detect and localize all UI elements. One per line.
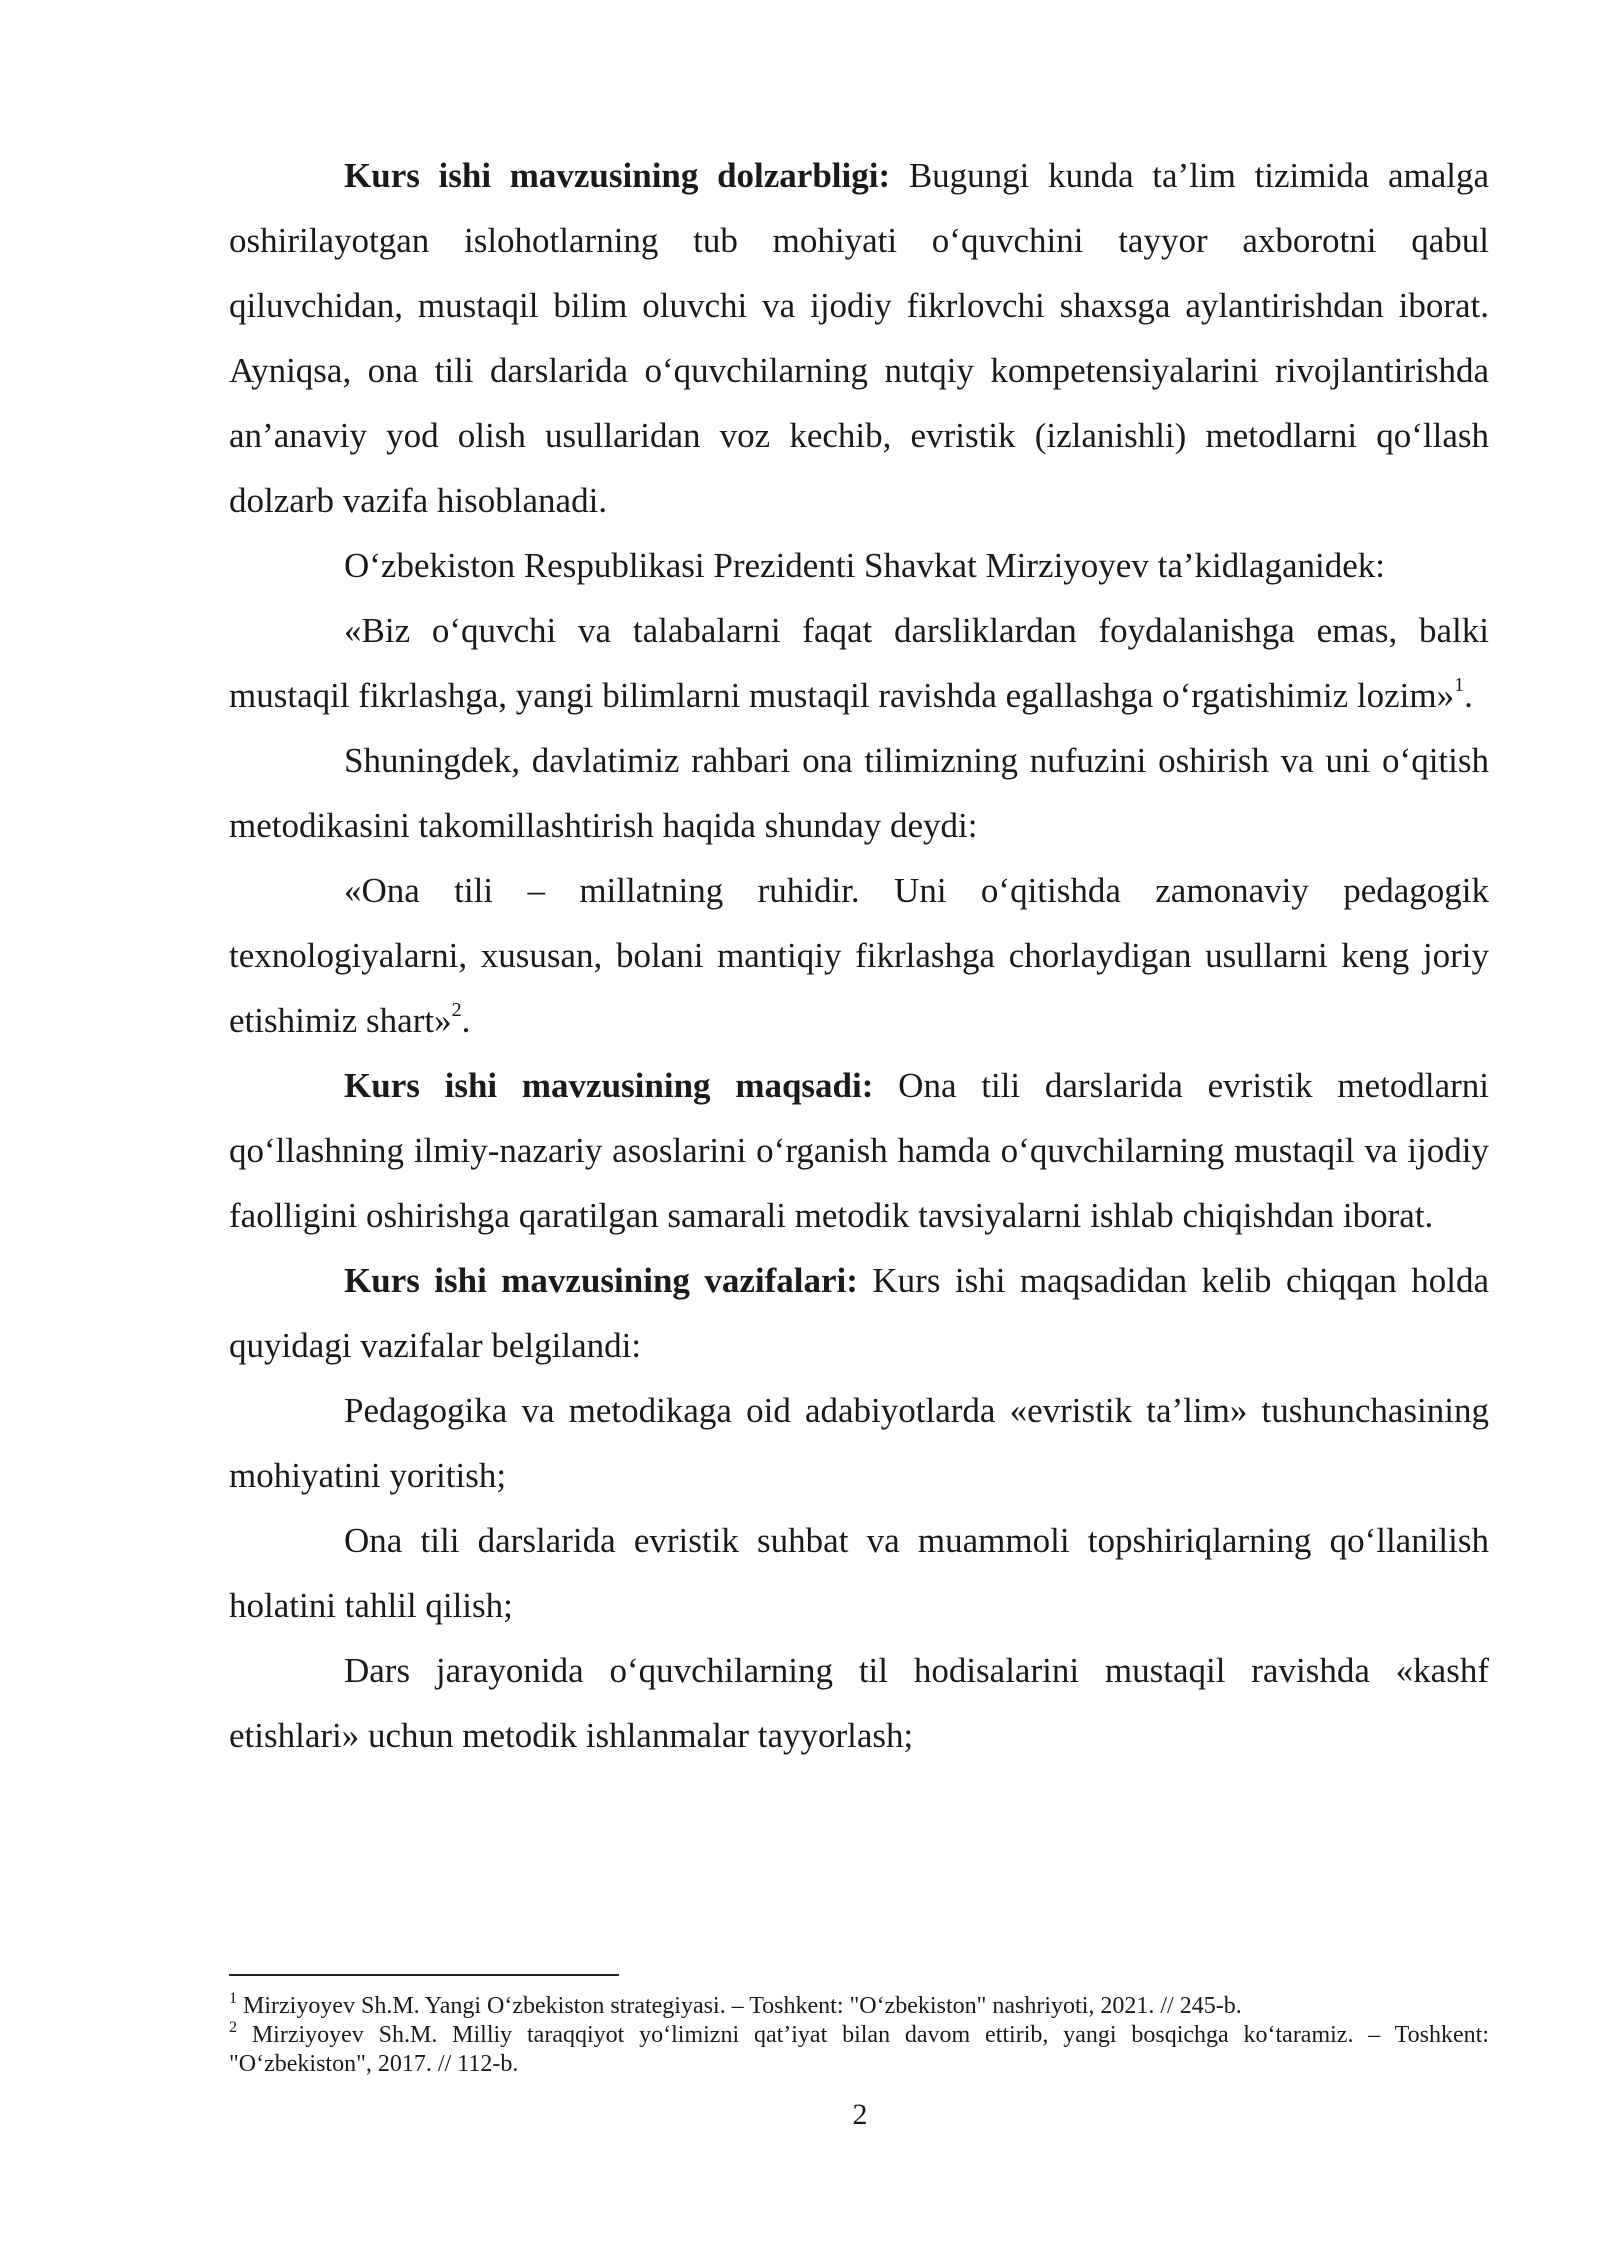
- task-item-1: [229, 1378, 1489, 1508]
- paragraph-text: Shuningdek, davlatimiz rahbari ona tilimizning nufuzini oshirish va uni o‘qitish metodikasini takomillashtirish haqida shunday deydi:: [229, 741, 1489, 845]
- paragraph-tasks: [229, 1248, 1489, 1378]
- paragraph-relevance: [229, 143, 1489, 533]
- footnote-separator: [229, 1974, 619, 1976]
- paragraph-end: .: [1464, 676, 1473, 715]
- paragraph-text: O‘zbekiston Respublikasi Prezidenti Shavkat Mirziyoyev ta’kidlaganidek:: [344, 546, 1386, 585]
- footnote-2: [229, 2021, 1489, 2079]
- footnote-ref-1[interactable]: 1: [1454, 674, 1465, 696]
- page-number: 2: [852, 2098, 868, 2131]
- heading-tasks: Kurs ishi mavzusining vazifalari:: [344, 1261, 858, 1300]
- footnote-ref-2[interactable]: 2: [451, 999, 462, 1021]
- paragraph-text: «Biz o‘quvchi va talabalarni faqat darsliklardan foydalanishga emas, balki mustaqil fikrlashga, yangi bilimlarni mustaqil ravishda egallashga o‘rgatishimiz lozim»: [229, 611, 1489, 715]
- paragraph-goal: [229, 1053, 1489, 1248]
- paragraph-text: Pedagogika va metodikaga oid adabiyotlarda «evristik ta’lim» tushunchasining mohiyatini yoritish;: [229, 1391, 1489, 1495]
- paragraph-text: Ona tili darslarida evristik suhbat va muammoli topshiriqlarning qo‘llanilish holatini tahlil qilish;: [229, 1521, 1489, 1625]
- paragraph-quote-2: [229, 858, 1489, 1053]
- paragraph-text: Dars jarayonida o‘quvchilarning til hodisalarini mustaqil ravishda «kashf etishlari» uchun metodik ishlanmalar tayyorlash;: [229, 1651, 1489, 1755]
- footnote-text: Mirziyoyev Sh.M. Yangi O‘zbekiston strategiyasi. – Toshkent: "O‘zbekiston" nashriyoti, 2021. // 245-b.: [237, 1993, 1242, 2019]
- heading-goal: Kurs ishi mavzusining maqsadi:: [344, 1066, 874, 1105]
- footnote-text: Mirziyoyev Sh.M. Milliy taraqqiyot yo‘limizni qat’iyat bilan davom ettirib, yangi bosqichga ko‘taramiz. – Toshkent: "O‘zbekiston", 2017. // 112-b.: [229, 2022, 1489, 2077]
- footnote-1: [229, 1992, 1489, 2021]
- paragraph-leader-intro: [229, 728, 1489, 858]
- task-item-3: [229, 1638, 1489, 1768]
- paragraph-text: Bugungi kunda ta’lim tizimida amalga oshirilayotgan islohotlarning tub mohiyati o‘quvchini tayyor axborotni qabul qiluvchidan, mustaqil bilim oluvchi va ijodiy fikrlovchi shaxsga aylantirishdan iborat. Ayniqsa, ona tili darslarida o‘quvchilarning nutqiy kompetensiyalarini rivojlantirishda an’anaviy yod olish usullaridan voz kechib, evristik (izlanishli) metodlarni qo‘llash dolzarb vazifa hisoblanadi.: [229, 156, 1489, 520]
- paragraph-end: .: [461, 1001, 471, 1040]
- paragraph-text: Kurs ishi maqsadidan kelib chiqqan holda quyidagi vazifalar belgilandi:: [229, 1261, 1489, 1365]
- paragraph-president-intro: [229, 533, 1489, 598]
- footnote-number: 2: [229, 2019, 237, 2036]
- footnote-number: 1: [229, 1990, 237, 2007]
- heading-relevance: Kurs ishi mavzusining dolzarbligi:: [344, 156, 891, 195]
- footnotes: [229, 1992, 1489, 2079]
- paragraph-quote-1: [229, 598, 1489, 728]
- paragraph-text: «Ona tili – millatning ruhidir. Uni o‘qitishda zamonaviy pedagogik texnologiyalarni, xususan, bolani mantiqiy fikrlashga chorlaydigan usullarni keng joriy etishimiz shart»: [229, 871, 1489, 1040]
- task-item-2: [229, 1508, 1489, 1638]
- body-text: [229, 143, 1489, 1768]
- paragraph-text: Ona tili darslarida evristik metodlarni qo‘llashning ilmiy-nazariy asoslarini o‘rganish hamda o‘quvchilarning mustaqil va ijodiy faolligini oshirishga qaratilgan samarali metodik tavsiyalarni ishlab chiqishdan iborat.: [229, 1066, 1489, 1235]
